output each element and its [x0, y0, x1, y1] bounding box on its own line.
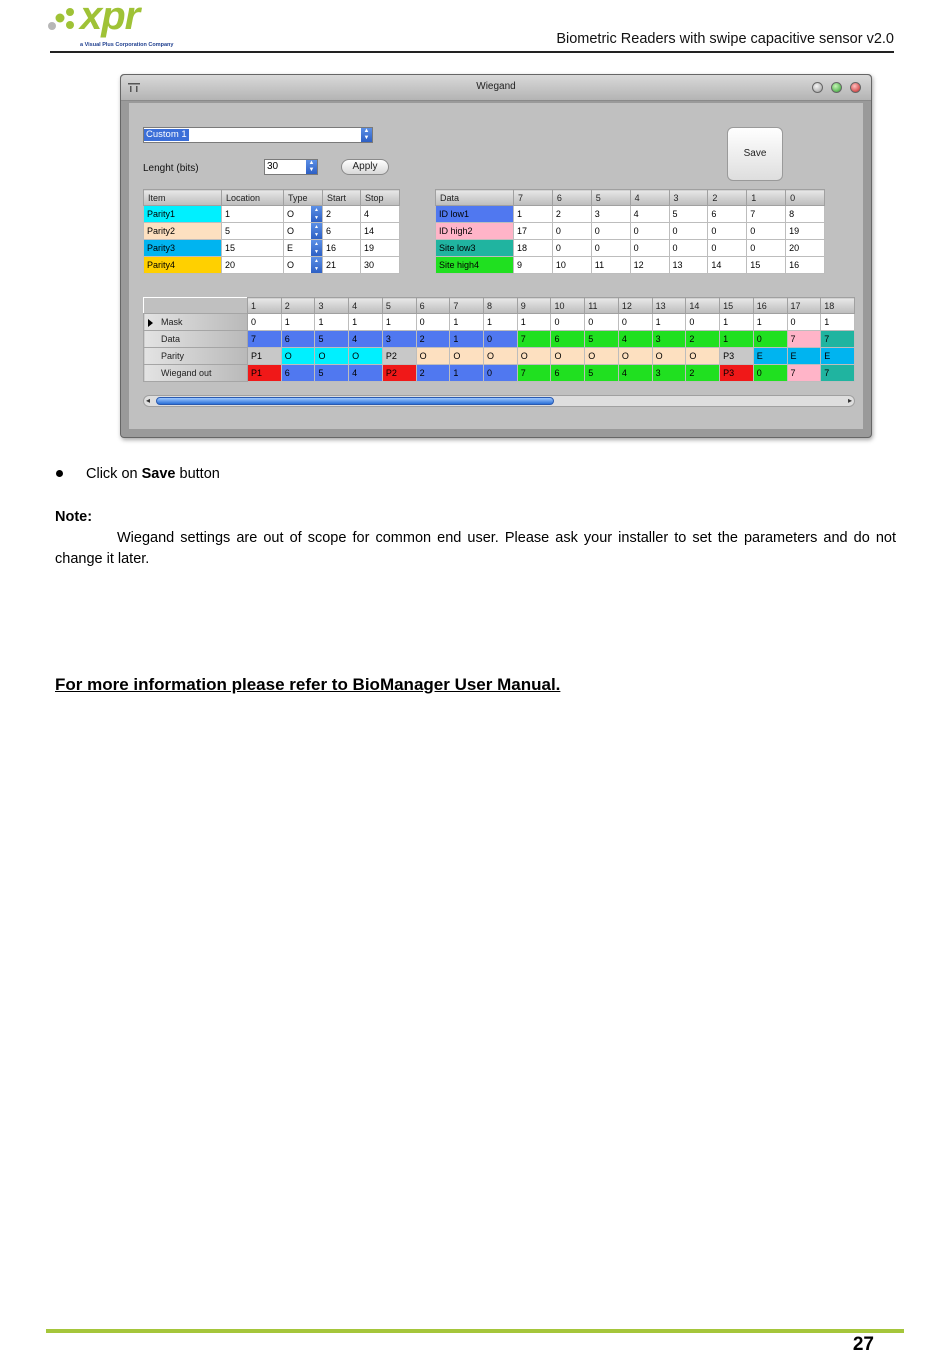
bit-cell[interactable]: 3 [652, 331, 686, 348]
minimize-icon[interactable] [812, 82, 823, 93]
item-name-cell[interactable]: Parity1 [144, 206, 222, 223]
data-row[interactable] [436, 223, 825, 240]
bit-grid-row[interactable] [144, 348, 855, 365]
bit-cell[interactable]: 1 [450, 331, 484, 348]
row-pointer-icon [148, 319, 153, 327]
type-value: E [287, 243, 294, 253]
bit-cell[interactable]: 4 [618, 365, 652, 382]
bit-grid-row[interactable] [144, 331, 855, 348]
bit-cell[interactable]: 3 [382, 331, 416, 348]
data-mapping-table [435, 189, 825, 274]
items-column-header[interactable]: Item [144, 190, 222, 206]
bit-cell[interactable]: P3 [720, 348, 754, 365]
data-value-cell[interactable]: 7 [747, 206, 786, 223]
data-column-header[interactable]: 3 [669, 190, 708, 206]
bit-cell[interactable]: P3 [720, 365, 754, 382]
data-value-cell[interactable]: 1 [514, 206, 553, 223]
bit-cell[interactable]: O [281, 348, 315, 365]
bit-grid-row[interactable] [144, 365, 855, 382]
length-label: Lenght (bits) [143, 163, 199, 174]
stop-cell[interactable]: 4 [361, 206, 400, 223]
bit-column-header[interactable]: 11 [585, 298, 619, 314]
bit-cell[interactable]: 1 [382, 314, 416, 331]
bit-row-header[interactable] [144, 348, 248, 365]
bit-column-header[interactable]: 16 [753, 298, 787, 314]
bit-column-header[interactable]: 4 [349, 298, 383, 314]
bit-cell[interactable]: 2 [686, 331, 720, 348]
bit-column-header[interactable]: 13 [652, 298, 686, 314]
save-button[interactable]: Save [727, 127, 783, 181]
scrollbar-thumb[interactable] [156, 397, 554, 405]
bit-column-header[interactable]: 5 [382, 298, 416, 314]
bit-column-header[interactable]: 10 [551, 298, 585, 314]
bit-grid [143, 297, 855, 382]
bit-cell[interactable]: 1 [753, 314, 787, 331]
window-title: Wiegand [476, 81, 516, 92]
items-row[interactable] [144, 240, 400, 257]
bit-cell[interactable]: O [551, 348, 585, 365]
bit-cell[interactable]: 0 [585, 314, 619, 331]
data-value-cell[interactable]: 0 [552, 223, 591, 240]
data-column-header[interactable]: 6 [552, 190, 591, 206]
data-value-cell[interactable]: 0 [669, 240, 708, 257]
bit-row-header[interactable] [144, 365, 248, 382]
type-value: O [287, 260, 295, 270]
start-cell[interactable]: 6 [323, 223, 361, 240]
bit-cell[interactable]: 1 [315, 314, 349, 331]
item-name-cell[interactable]: Parity3 [144, 240, 222, 257]
bit-row-header[interactable] [144, 314, 248, 331]
item-name-cell[interactable]: Parity2 [144, 223, 222, 240]
bit-cell[interactable]: 1 [484, 314, 518, 331]
bit-row-label: Mask [161, 317, 183, 327]
logo-tagline: a Visual Plus Corporation Company [80, 42, 174, 48]
bit-cell[interactable]: P2 [382, 365, 416, 382]
location-cell[interactable]: 20 [222, 257, 284, 274]
bit-cell[interactable]: 2 [416, 365, 450, 382]
bit-cell[interactable]: O [517, 348, 551, 365]
data-value-cell[interactable]: 19 [786, 223, 825, 240]
bit-cell[interactable]: 7 [517, 365, 551, 382]
items-column-header[interactable]: Type [284, 190, 323, 206]
data-name-cell[interactable]: Site high4 [436, 257, 514, 274]
bit-cell[interactable]: 1 [450, 365, 484, 382]
items-row[interactable] [144, 206, 400, 223]
items-column-header[interactable]: Location [222, 190, 284, 206]
data-value-cell[interactable]: 15 [747, 257, 786, 274]
bit-cell[interactable]: O [416, 348, 450, 365]
length-input-value: 30 [267, 161, 279, 172]
bit-cell[interactable]: 6 [281, 365, 315, 382]
maximize-icon[interactable] [831, 82, 842, 93]
bit-cell[interactable]: O [686, 348, 720, 365]
logo-word: xpr [80, 0, 140, 38]
start-cell[interactable]: 2 [323, 206, 361, 223]
stop-cell[interactable]: 14 [361, 223, 400, 240]
length-spinner-icon[interactable]: ▲ ▼ [306, 160, 317, 174]
note-text: Wiegand settings are out of scope for common end user. Please ask your installer to set the parameters and do not change it later. [55, 530, 896, 567]
logo-dots-icon [46, 6, 80, 32]
bit-cell[interactable]: P1 [248, 348, 282, 365]
bit-cell[interactable]: E [821, 348, 855, 365]
data-column-header[interactable]: 2 [708, 190, 747, 206]
bit-cell[interactable]: O [585, 348, 619, 365]
type-spinner-icon[interactable]: ▲ ▼ [311, 240, 322, 256]
scroll-right-icon[interactable]: ▸ [847, 396, 852, 405]
data-row[interactable] [436, 206, 825, 223]
bit-cell[interactable]: 1 [450, 314, 484, 331]
bit-cell[interactable]: 6 [551, 331, 585, 348]
bit-cell[interactable]: 5 [315, 331, 349, 348]
length-input[interactable] [264, 159, 318, 175]
bit-row-label: Data [161, 334, 181, 344]
bit-cell[interactable]: 0 [753, 331, 787, 348]
bit-cell[interactable]: O [315, 348, 349, 365]
footer-rule [46, 1329, 904, 1333]
type-value: O [287, 226, 295, 236]
bit-column-header[interactable]: 12 [618, 298, 652, 314]
window-titlebar [121, 75, 871, 101]
bit-row-label: Parity [161, 351, 185, 361]
bit-cell[interactable]: 2 [686, 365, 720, 382]
bullet-prefix: Click on [86, 466, 142, 482]
bit-cell[interactable]: 0 [484, 331, 518, 348]
data-column-header[interactable]: 1 [747, 190, 786, 206]
data-value-cell[interactable]: 0 [747, 240, 786, 257]
bit-cell[interactable]: 7 [787, 365, 821, 382]
bit-cell[interactable]: 6 [281, 331, 315, 348]
type-spinner-icon[interactable]: ▲ ▼ [311, 206, 322, 222]
bit-cell[interactable]: 0 [618, 314, 652, 331]
bit-column-header[interactable]: 7 [450, 298, 484, 314]
bit-cell[interactable]: 1 [281, 314, 315, 331]
data-value-cell[interactable]: 14 [708, 257, 747, 274]
bit-cell[interactable]: 5 [585, 331, 619, 348]
bit-cell[interactable]: 7 [248, 331, 282, 348]
bit-cell[interactable]: O [349, 348, 383, 365]
data-value-cell[interactable]: 18 [514, 240, 553, 257]
bit-cell[interactable]: P2 [382, 348, 416, 365]
bit-cell[interactable]: 0 [416, 314, 450, 331]
bit-cell[interactable]: 4 [618, 331, 652, 348]
bit-column-header[interactable]: 9 [517, 298, 551, 314]
parity-items-table [143, 189, 400, 274]
close-icon[interactable] [850, 82, 861, 93]
apply-button[interactable]: Apply [341, 159, 389, 175]
format-select[interactable] [143, 127, 373, 143]
data-value-cell[interactable]: 2 [552, 206, 591, 223]
format-select-value: Custom 1 [146, 129, 187, 140]
bit-column-header[interactable]: 6 [416, 298, 450, 314]
bit-cell[interactable]: P1 [248, 365, 282, 382]
bit-cell[interactable]: 7 [821, 331, 855, 348]
bullet-suffix: button [175, 466, 220, 482]
data-value-cell[interactable]: 13 [669, 257, 708, 274]
data-value-cell[interactable]: 5 [669, 206, 708, 223]
scroll-left-icon[interactable]: ◂ [146, 396, 151, 405]
type-spinner-icon[interactable]: ▲ ▼ [311, 223, 322, 239]
data-row[interactable] [436, 257, 825, 274]
data-name-cell[interactable]: ID low1 [436, 206, 514, 223]
data-column-header[interactable]: 4 [630, 190, 669, 206]
page-number: 27 [852, 1334, 874, 1355]
data-value-cell[interactable]: 8 [786, 206, 825, 223]
bit-grid-row[interactable] [144, 314, 855, 331]
xpr-logo [46, 2, 196, 52]
bit-cell[interactable]: 0 [551, 314, 585, 331]
items-column-header[interactable]: Start [323, 190, 361, 206]
data-value-cell[interactable]: 0 [630, 240, 669, 257]
select-spinner-icon[interactable]: ▲ ▼ [361, 128, 372, 142]
data-value-cell[interactable]: 0 [669, 223, 708, 240]
start-cell[interactable]: 21 [323, 257, 361, 274]
data-value-cell[interactable]: 0 [630, 223, 669, 240]
header-rule [50, 51, 894, 53]
data-column-header[interactable]: 0 [786, 190, 825, 206]
data-value-cell[interactable]: 0 [708, 223, 747, 240]
bit-cell[interactable]: 3 [652, 365, 686, 382]
bullet-bold: Save [141, 466, 176, 482]
bit-row-label: Wiegand out [161, 368, 212, 378]
data-value-cell[interactable]: 3 [591, 206, 630, 223]
bit-row-header[interactable] [144, 331, 248, 348]
type-spinner-icon[interactable]: ▲ ▼ [311, 257, 322, 273]
bit-cell[interactable]: 1 [720, 331, 754, 348]
data-column-header[interactable]: 7 [514, 190, 553, 206]
data-value-cell[interactable]: 0 [747, 223, 786, 240]
data-value-cell[interactable]: 0 [552, 240, 591, 257]
bit-grid-corner [144, 298, 248, 314]
type-value: O [287, 209, 295, 219]
bit-cell[interactable]: 2 [416, 331, 450, 348]
bit-cell[interactable]: 0 [753, 365, 787, 382]
data-row[interactable] [436, 240, 825, 257]
items-column-header[interactable]: Stop [361, 190, 400, 206]
bit-cell[interactable]: 0 [686, 314, 720, 331]
bit-cell[interactable]: O [450, 348, 484, 365]
bit-cell[interactable]: 5 [585, 365, 619, 382]
bit-cell[interactable]: O [618, 348, 652, 365]
bit-cell[interactable]: 1 [720, 314, 754, 331]
document-header-title: Biometric Readers with swipe capacitive sensor v2.0 [556, 31, 894, 47]
horizontal-scrollbar[interactable] [143, 395, 855, 407]
bit-cell[interactable]: 7 [821, 365, 855, 382]
type-cell[interactable] [284, 223, 323, 240]
bit-cell[interactable]: O [484, 348, 518, 365]
type-cell[interactable] [284, 257, 323, 274]
bit-cell[interactable]: 5 [315, 365, 349, 382]
window-body [129, 103, 863, 429]
bit-column-header[interactable]: 8 [484, 298, 518, 314]
data-value-cell[interactable]: 10 [552, 257, 591, 274]
wiegand-window [120, 74, 872, 438]
item-name-cell[interactable]: Parity4 [144, 257, 222, 274]
bit-cell[interactable]: 0 [787, 314, 821, 331]
bit-column-header[interactable]: 15 [720, 298, 754, 314]
data-column-header[interactable]: 5 [591, 190, 630, 206]
type-cell[interactable] [284, 240, 323, 257]
data-value-cell[interactable]: 0 [591, 240, 630, 257]
data-value-cell[interactable]: 11 [591, 257, 630, 274]
data-value-cell[interactable]: 9 [514, 257, 553, 274]
bit-cell[interactable]: E [753, 348, 787, 365]
data-value-cell[interactable]: 4 [630, 206, 669, 223]
data-value-cell[interactable]: 20 [786, 240, 825, 257]
data-column-header[interactable]: Data [436, 190, 514, 206]
data-value-cell[interactable]: 12 [630, 257, 669, 274]
data-value-cell[interactable]: 6 [708, 206, 747, 223]
bit-cell[interactable]: 6 [551, 365, 585, 382]
items-row[interactable] [144, 223, 400, 240]
items-row[interactable] [144, 257, 400, 274]
bit-cell[interactable]: 7 [517, 331, 551, 348]
bit-cell[interactable]: 1 [517, 314, 551, 331]
data-value-cell[interactable]: 0 [708, 240, 747, 257]
bullet-text [86, 466, 220, 482]
location-cell[interactable]: 5 [222, 223, 284, 240]
data-name-cell[interactable]: ID high2 [436, 223, 514, 240]
bit-column-header[interactable]: 2 [281, 298, 315, 314]
bit-cell[interactable]: 1 [821, 314, 855, 331]
type-cell[interactable] [284, 206, 323, 223]
bit-column-header[interactable]: 1 [248, 298, 282, 314]
start-cell[interactable]: 16 [323, 240, 361, 257]
bit-cell[interactable]: E [787, 348, 821, 365]
more-info-link[interactable]: For more information please refer to BioManager User Manual. [55, 675, 561, 694]
stop-cell[interactable]: 30 [361, 257, 400, 274]
data-name-cell[interactable]: Site low3 [436, 240, 514, 257]
bit-column-header[interactable]: 14 [686, 298, 720, 314]
data-value-cell[interactable]: 17 [514, 223, 553, 240]
data-value-cell[interactable]: 0 [591, 223, 630, 240]
note-label: Note: [55, 509, 93, 525]
stop-cell[interactable]: 19 [361, 240, 400, 257]
data-value-cell[interactable]: 16 [786, 257, 825, 274]
bit-cell[interactable]: O [652, 348, 686, 365]
bit-cell[interactable]: 0 [248, 314, 282, 331]
bit-cell[interactable]: 1 [349, 314, 383, 331]
bit-cell[interactable]: 7 [787, 331, 821, 348]
bit-cell[interactable]: 4 [349, 331, 383, 348]
location-cell[interactable]: 1 [222, 206, 284, 223]
bit-cell[interactable]: 1 [652, 314, 686, 331]
bullet-icon [56, 470, 63, 477]
bit-cell[interactable]: 4 [349, 365, 383, 382]
bit-column-header[interactable]: 3 [315, 298, 349, 314]
bit-column-header[interactable]: 17 [787, 298, 821, 314]
location-cell[interactable]: 15 [222, 240, 284, 257]
bit-column-header[interactable]: 18 [821, 298, 855, 314]
bit-cell[interactable]: 0 [484, 365, 518, 382]
